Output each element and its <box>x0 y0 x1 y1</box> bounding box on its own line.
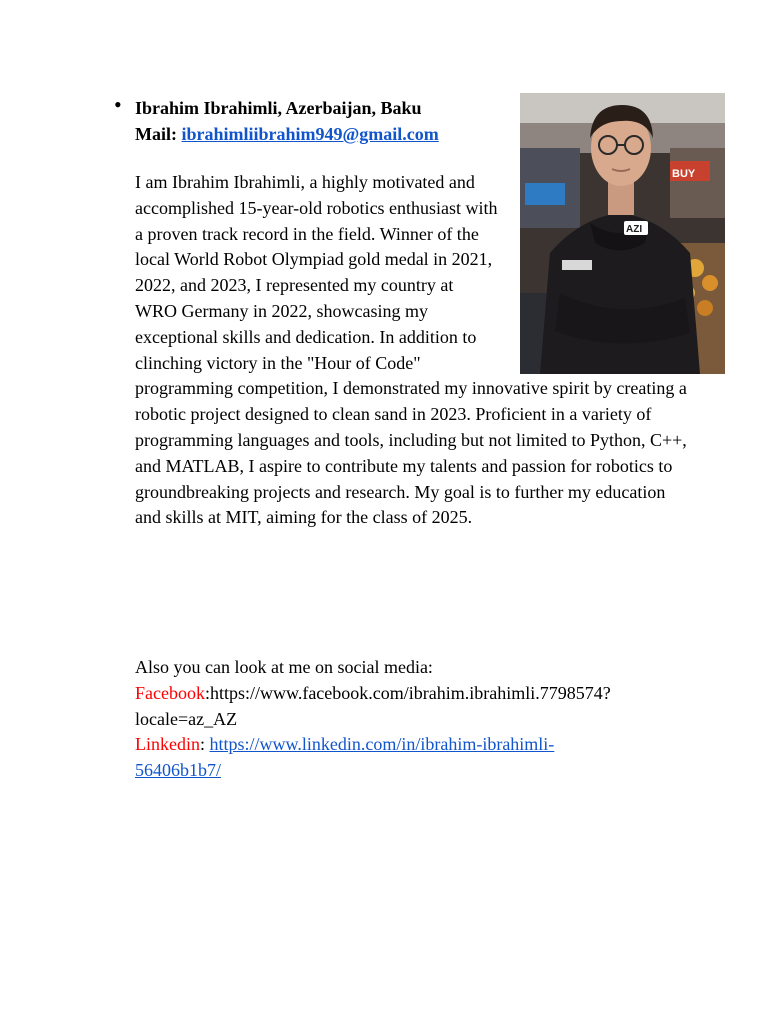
facebook-url[interactable]: :https://www.facebook.com/ibrahim.ibrahimli.7798574? <box>204 682 611 703</box>
linkedin-sep: : <box>200 734 210 755</box>
bio-text: I am Ibrahim Ibrahimli, a highly motivated and accomplished 15-year-old robotics enthusiast with a proven track record in the field. Winner of the local World Robot Olympiad gold medal in 2021, 2022, and 2023, I represented my country at WRO Germany in 2022, showcasing my exceptional skills and dedication. In addition to clinching victory in the "Hour of Code" programming competition, I demonstrated my innovative spirit by creating a robotic project designed to clean sand in 2023. Proficient in a variety of programming languages and tools, including but not limited to Python, C++, and MATLAB, I aspire to contribute my talents and passion for robotics to groundbreaking projects and research. My goal is to further my education and skills at MIT, aiming for the class of 2025. <box>135 172 687 528</box>
facebook-label: Facebook <box>135 682 205 703</box>
mail-link[interactable]: ibrahimliibrahim949@gmail.com <box>181 124 439 144</box>
linkedin-line <box>135 732 695 758</box>
linkedin-link-cont[interactable]: 56406b1b7/ <box>135 760 222 781</box>
bullet-icon: • <box>114 92 122 117</box>
social-section <box>135 655 695 784</box>
linkedin-link-cont-line <box>135 758 695 784</box>
mail-label: Mail: <box>135 124 182 144</box>
badge-text: AZI <box>626 224 643 235</box>
mail-line <box>135 121 439 147</box>
name-location: Ibrahim Ibrahimli, Azerbaijan, Baku <box>135 98 422 118</box>
bio-paragraph <box>135 170 695 531</box>
linkedin-link[interactable]: https://www.linkedin.com/in/ibrahim-ibrahimli- <box>209 734 555 755</box>
facebook-line <box>135 681 695 707</box>
facebook-url-cont[interactable]: locale=az_AZ <box>135 708 238 729</box>
social-intro: Also you can look at me on social media: <box>135 657 433 677</box>
sign-text: BUY <box>672 168 696 180</box>
linkedin-label: Linkedin <box>135 734 200 755</box>
contact-header <box>135 95 439 147</box>
